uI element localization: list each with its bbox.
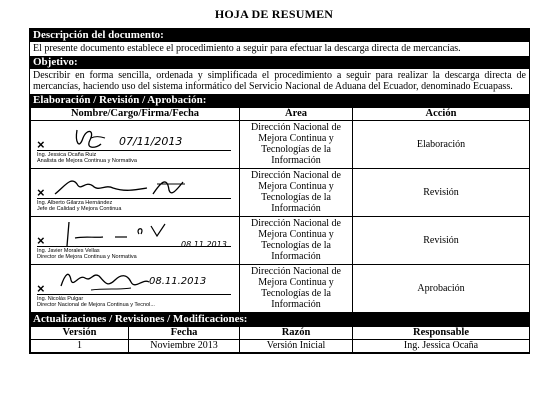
signature-line bbox=[37, 246, 231, 247]
objetivo-header: Objetivo: bbox=[30, 56, 529, 69]
signature-line bbox=[37, 198, 231, 199]
signature-date: 08.11.2013 bbox=[149, 275, 207, 287]
signature-cell bbox=[31, 168, 240, 216]
sign-mark: × bbox=[37, 184, 45, 200]
area-cell: Dirección Nacional de Mejora Continua y Tecnologías de la Información bbox=[240, 216, 353, 264]
signature-line bbox=[37, 150, 231, 151]
table-row bbox=[31, 120, 530, 168]
col-header-responsable: Responsable bbox=[353, 326, 530, 339]
area-cell: Dirección Nacional de Mejora Continua y Tecnologías de la Información bbox=[240, 264, 353, 312]
area-cell: Dirección Nacional de Mejora Continua y Tecnologías de la Información bbox=[240, 168, 353, 216]
table-row bbox=[31, 339, 530, 352]
table-row bbox=[31, 264, 530, 312]
objetivo-text: Describir en forma sencilla, ordenada y simplificada el procedimiento a seguir para realizar la descarga directa de mercancías, haciendo uso del sistema informático del Servicio Nacional de Aduana del Ecuador, denominado Ecuapass. bbox=[33, 69, 526, 92]
signer-title: Analista de Mejora Continua y Normativa bbox=[37, 157, 137, 164]
signer-title: Director de Mejora Continua y Normativa bbox=[37, 253, 137, 260]
razon-cell: Versión Inicial bbox=[240, 339, 353, 352]
signature-cell bbox=[31, 120, 240, 168]
signer-title: Director Nacional de Mejora Continua y Tecnol... bbox=[37, 301, 155, 308]
table-row bbox=[31, 216, 530, 264]
area-cell: Dirección Nacional de Mejora Continua y Tecnologías de la Información bbox=[240, 120, 353, 168]
signature-date: 07/11/2013 bbox=[119, 134, 183, 148]
col-header-razon: Razón bbox=[240, 326, 353, 339]
accion-cell: Elaboración bbox=[353, 120, 530, 168]
updates-table bbox=[30, 326, 530, 353]
fecha-cell: Noviembre 2013 bbox=[129, 339, 240, 352]
summary-sheet bbox=[29, 28, 530, 354]
signer-title: Jefe de Calidad y Mejora Continua bbox=[37, 205, 122, 212]
col-header-accion: Acción bbox=[353, 107, 530, 120]
col-header-fecha: Fecha bbox=[129, 326, 240, 339]
signature-cell bbox=[31, 216, 240, 264]
signer-name: Ing. Alberto Gilarza Hernández bbox=[37, 199, 113, 206]
signer-name: Ing. Nicolás Pulgar bbox=[37, 295, 84, 302]
signer-name: Ing. Javier Morales Vellas bbox=[37, 247, 100, 254]
approval-table bbox=[30, 107, 530, 313]
accion-cell: Revisión bbox=[353, 216, 530, 264]
table-row bbox=[31, 168, 530, 216]
signature-line bbox=[37, 294, 231, 295]
accion-cell: Revisión bbox=[353, 168, 530, 216]
elaboracion-header: Elaboración / Revisión / Aprobación: bbox=[30, 94, 529, 107]
signer-name: Ing. Jessica Ocaña Ruiz bbox=[37, 151, 97, 158]
col-header-area: Área bbox=[240, 107, 353, 120]
sign-mark: × bbox=[37, 136, 45, 152]
version-cell: 1 bbox=[31, 339, 129, 352]
sign-mark: × bbox=[37, 280, 45, 296]
col-header-nombre: Nombre/Cargo/Firma/Fecha bbox=[31, 107, 240, 120]
signature-cell bbox=[31, 264, 240, 312]
actualizaciones-header: Actualizaciones / Revisiones / Modificaciones: bbox=[30, 313, 529, 326]
accion-cell: Aprobación bbox=[353, 264, 530, 312]
page-title: HOJA DE RESUMEN bbox=[214, 7, 334, 21]
col-header-version: Versión bbox=[31, 326, 129, 339]
responsable-cell: Ing. Jessica Ocaña bbox=[353, 339, 530, 352]
signature-date: 08.11.2013 bbox=[181, 239, 227, 249]
descripcion-header: Descripción del documento: bbox=[30, 29, 529, 42]
descripcion-text: El presente documento establece el procedimiento a seguir para efectuar la descarga directa de mercancías. bbox=[33, 43, 461, 54]
sign-mark: × bbox=[37, 232, 45, 248]
